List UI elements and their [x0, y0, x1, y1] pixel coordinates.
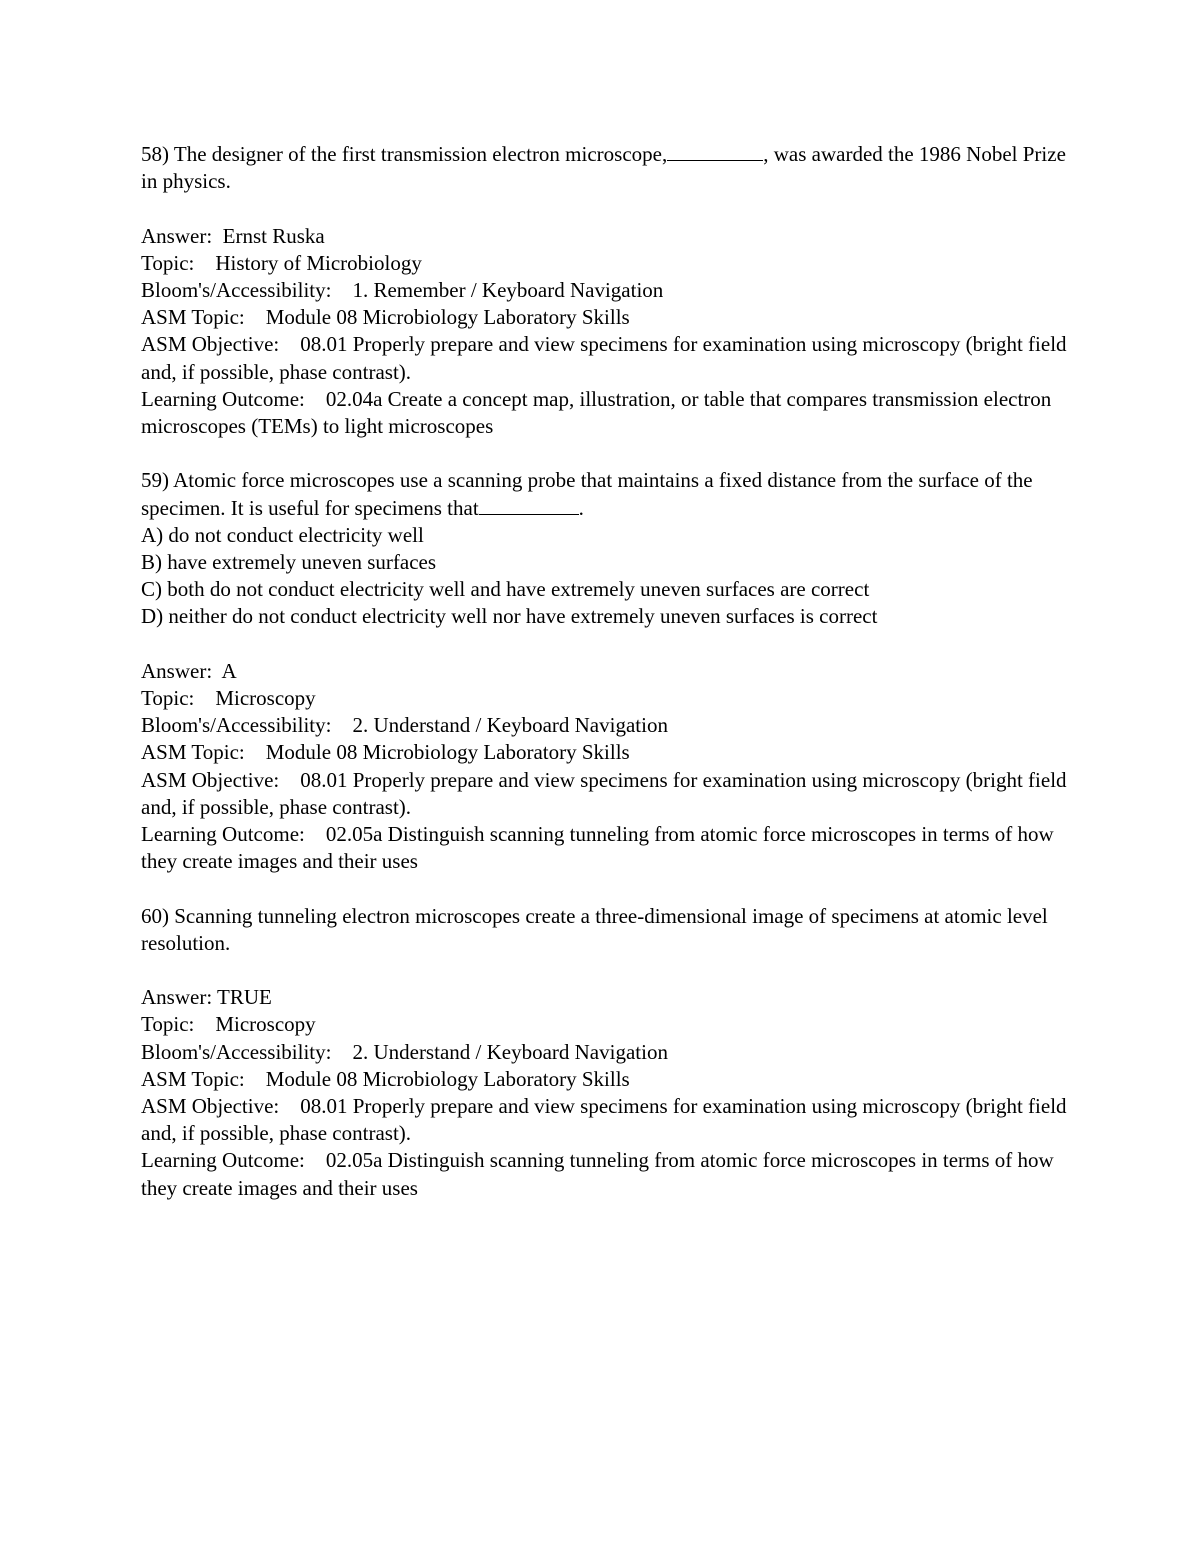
question-60: [141, 903, 1071, 1202]
meta-label: Bloom's/Accessibility:: [141, 278, 332, 302]
meta-line: [141, 712, 1071, 739]
question-text: , was awarded the 1986 Nobel Prize in physics.: [141, 142, 1066, 194]
meta-value: 08.01 Properly prepare and view specimens for examination using microscopy (bright field and, if possible, phase contrast).: [141, 767, 1072, 819]
meta-label: ASM Topic:: [141, 740, 245, 765]
meta-value: Microscopy: [215, 686, 316, 711]
question-number: 59): [141, 468, 169, 493]
meta-value: Module 08 Microbiology Laboratory Skills: [265, 740, 630, 765]
meta-label: ASM Objective:: [141, 332, 280, 357]
answer-label: Answer:: [141, 223, 213, 248]
answer-block: [141, 223, 1071, 441]
question-text: Scanning tunneling electron microscopes create a three-dimensional image of specimens at atomic level resolution.: [141, 903, 1048, 955]
meta-line: [141, 331, 1071, 385]
option-item: C) both do not conduct electricity well and have extremely uneven surfaces are correct: [141, 577, 870, 602]
meta-line: [141, 277, 1071, 304]
meta-value: 2. Understand / Keyboard Navigation: [352, 1039, 668, 1064]
answer-line: [141, 223, 1071, 250]
meta-label: Learning Outcome:: [141, 1148, 305, 1173]
meta-value: Module 08 Microbiology Laboratory Skills: [265, 1066, 630, 1091]
meta-value: 02.05a Distinguish scanning tunneling from atomic force microscopes in terms of how they create images and their uses: [141, 822, 1059, 874]
answer-blank: [667, 142, 763, 161]
answer-line: [141, 658, 1071, 685]
meta-line: [141, 250, 1071, 277]
answer-line: [141, 984, 1071, 1011]
question-58: [141, 141, 1071, 440]
meta-line: [141, 1011, 1071, 1038]
answer-label: Answer:: [141, 985, 213, 1010]
meta-line: [141, 1039, 1071, 1066]
meta-label: Learning Outcome:: [141, 822, 305, 847]
question-text: .: [578, 495, 584, 520]
meta-line: [141, 1093, 1071, 1147]
question-number: 58): [141, 142, 169, 166]
question-text: Atomic force microscopes use a scanning probe that maintains a fixed distance from the surface of the specimen. It is useful for specimens that: [141, 468, 1033, 520]
meta-label: Bloom's/Accessibility:: [141, 713, 332, 738]
question-text: The designer of the first transmission electron microscope,: [173, 142, 668, 166]
meta-line: [141, 821, 1071, 875]
meta-value: History of Microbiology: [215, 250, 422, 275]
question-number: 60): [141, 903, 169, 928]
meta-value: 02.05a Distinguish scanning tunneling from atomic force microscopes in terms of how they create images and their uses: [141, 1148, 1059, 1200]
answer-value: Ernst Ruska: [222, 223, 325, 248]
question-stem: [141, 467, 1071, 521]
meta-label: ASM Objective:: [141, 767, 280, 792]
meta-value: 08.01 Properly prepare and view specimens for examination using microscopy (bright field and, if possible, phase contrast).: [141, 1094, 1072, 1146]
meta-line: [141, 386, 1071, 440]
meta-label: ASM Topic:: [141, 1066, 245, 1091]
question-stem: [141, 141, 1071, 195]
meta-line: [141, 685, 1071, 712]
answer-label: Answer:: [141, 658, 213, 683]
meta-label: Topic:: [141, 250, 195, 275]
question-stem: [141, 903, 1071, 957]
answer-block: [141, 658, 1071, 876]
question-59: [141, 467, 1071, 875]
option-item: A) do not conduct electricity well: [141, 522, 424, 547]
meta-label: Bloom's/Accessibility:: [141, 1039, 332, 1064]
meta-label: Learning Outcome:: [141, 386, 305, 411]
answer-value: TRUE: [217, 985, 272, 1010]
meta-line: [141, 767, 1071, 821]
answer-block: [141, 984, 1071, 1202]
meta-value: 2. Understand / Keyboard Navigation: [352, 713, 668, 738]
option-item: D) neither do not conduct electricity well nor have extremely uneven surfaces is correct: [141, 604, 878, 629]
meta-line: [141, 1147, 1071, 1201]
meta-line: [141, 739, 1071, 766]
meta-value: 02.04a Create a concept map, illustration, or table that compares transmission electron microscopes (TEMs) to light microscopes: [141, 386, 1057, 439]
answer-value: A: [221, 658, 237, 683]
meta-value: 08.01 Properly prepare and view specimens for examination using microscopy (bright field and, if possible, phase contrast).: [141, 332, 1072, 384]
meta-label: Topic:: [141, 1012, 195, 1037]
meta-value: Microscopy: [215, 1012, 316, 1037]
option-item: B) have extremely uneven surfaces: [141, 550, 437, 575]
meta-label: ASM Topic:: [141, 305, 245, 330]
meta-line: [141, 1066, 1071, 1093]
meta-line: [141, 304, 1071, 331]
document-page: [141, 141, 1071, 1229]
meta-label: ASM Objective:: [141, 1094, 280, 1119]
meta-value: 1. Remember / Keyboard Navigation: [352, 278, 664, 302]
meta-label: Topic:: [141, 686, 195, 711]
option-list: [141, 522, 1071, 631]
answer-blank: [479, 496, 579, 515]
meta-value: Module 08 Microbiology Laboratory Skills: [265, 305, 630, 330]
